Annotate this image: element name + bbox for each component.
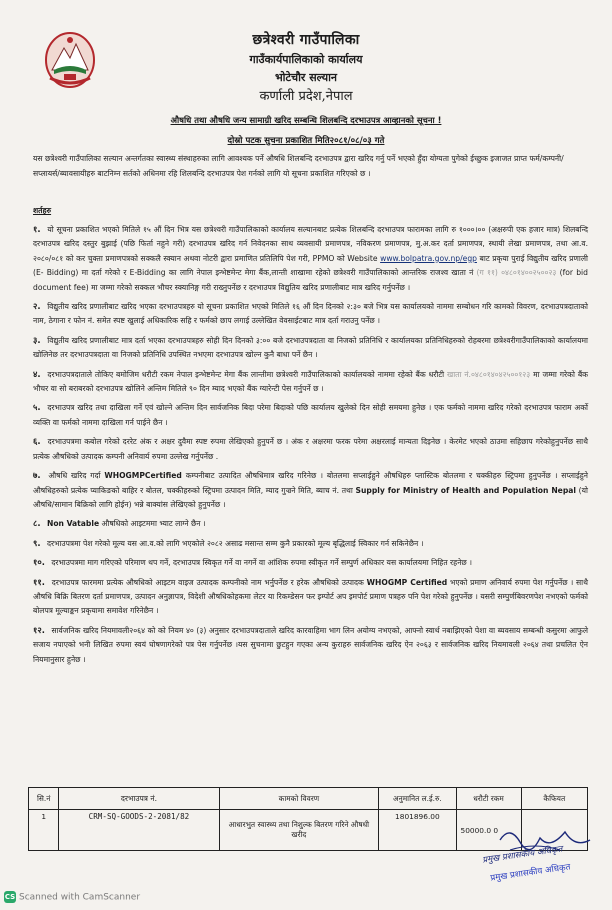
municipality-title: छत्रेश्वरी गाउँपालिका — [252, 32, 360, 48]
clause-text: औषधि खरिद गर्दा — [48, 471, 101, 481]
clause-text: भएको प्रमाण अनिवार्य रुपमा पेश गर्नुपर्नेछ । साथै औषधि बिक्रि बितरण दर्ता प्रमाणपत्र, उत्पादन अनुज्ञापत्र, विदेशी औषधिकोहकमा लेटर या रिकम्डेसन फर इम्पोर्ट अप इमपोर्ट प्रमाण पत्रहरु पनि पेश गरेको हुनुपर्नेछ । यसरी सम्पुर्णबिवरणपेश नभएको फर्मको बोलपत्र मूल्याङ्कन प्रकृयामा समावेश गरिनेछैन । — [33, 577, 588, 616]
office-name: गाउँकार्यपालिकाको कार्यालय — [249, 53, 363, 66]
province-name: कर्णाली प्रदेश,नेपाल — [259, 89, 353, 104]
column-header: अनुमानित ल.ई.रु. — [379, 788, 456, 810]
clause-text: दरभाउपत्रमा माग गरिएको परिमाण थप गर्ने, दरभाउपत्र स्विकृत गर्ने वा नगर्ने वा आंशिक रुपमा स्वीकृत गर्ने सम्पुर्ण अधिकार यस कार्यालयमा निहित रहनेछ । — [51, 558, 473, 568]
clause-number: ११. — [33, 576, 45, 587]
column-header: सि.नं — [29, 788, 59, 810]
clause-number: ५. — [33, 402, 41, 413]
clause-text: औषधिको आइटममा भ्याट लाग्ने छैन । — [101, 519, 206, 529]
clause-text: दरभाउपत्रदाताले तोकिए बमोजिम धरौटी रकम नेपाल इन्भेष्टमेन्ट मेगा बैंक लान्तीमा छत्रेश्वरी गाउँपालिकाको कार्यालयको नाममा रहेको बैंक धरौटी — [47, 369, 445, 379]
row-description: आधारभुत स्वास्थ्य तथा निशुल्क बितरण गरिने औषधी खरीद — [219, 810, 379, 851]
row-deposit: 50000.0 0 — [456, 810, 521, 851]
clause-number: ६. — [33, 436, 41, 447]
clause-text: मा जम्मा गरेको बैंक भौचर वा सो बराबरको दरभाउपत्र खोलिने अन्तिम मितिले ९० दिन म्याद भएको बैंक ग्यारेन्टी पेस गर्नुपर्ने छ । — [33, 369, 588, 394]
signature-stamp: प्रमुख प्रशासकीय अधिकृत — [489, 862, 572, 884]
table-header-row — [29, 788, 588, 810]
clause-number: १. — [33, 224, 41, 234]
clause-12 — [33, 623, 588, 667]
clause-2 — [33, 299, 588, 329]
camscanner-icon: CS — [4, 893, 16, 901]
deposit-account-number: खाता नं.०४८०१४०४२५००१२३ — [447, 369, 531, 379]
gmp-certified-text: WHOGMPCertified — [104, 471, 182, 481]
row-serial: 1 — [29, 810, 59, 851]
clause-text: (यो औषधि/सामान बिक्रिको लागि होईन) भन्ने बाक्यांस लेखिएको हुनुपर्नेछ । — [33, 485, 589, 509]
conditions-list — [33, 222, 588, 671]
row-estimate: 1801896.00 — [379, 810, 456, 851]
account-number: (ग ११) ०४८०१४००२५००२३ — [476, 268, 557, 278]
clause-1 — [33, 222, 588, 295]
clause-number: ८. — [33, 518, 41, 529]
clause-5 — [33, 400, 588, 430]
clause-number: ७. — [33, 470, 41, 481]
clause-4 — [33, 367, 588, 397]
clause-text: सार्वजनिक खरिद नियमावली२०६४ को को नियम ४० (३) अनुसार दरभाउपत्रदाताले खरिद कारवाहिमा भाग लिन अयोग्य नभएको, आफ्नो स्वार्थ नबाझिएको पेशा वा ब्यवसाय सम्बन्धी कसुरमा आफुले सजाय नपाएको भनी लिखित रुपमा स्वयं घोषणागरेको पत्र पेस गर्नुपर्नेछ ।यस सुचनामा छुटहुन गएका अन्य कुराहरु सार्वजनिक खरिद ऐन २०६३ र सार्वजनिक खरिद नियमावली २०६४ तथा प्रचलित ऐन नियमानुसार हुनेछ । — [33, 625, 588, 664]
clause-text: कम्पनीबाट उत्पादित औषधिमात्र खरिद गरिनेछ । बोतलमा सप्लाईहुने औषधिहरु प्लास्टिक बोतलमा र चक्कीहरु स्ट्रिपमा हुनुपर्नेछ । सप्लाईहुने औषधिहरुको प्रत्येक प्याकिङको बाहिर र बोतल, चक्कीहरुको स्ट्रिपमा उत्पादन मिति, म्याद गुज्रने मिति, ब्याच नं. तथा — [33, 471, 588, 495]
notice-date-text: दोस्रो पटक सुचना प्रकाशित मिति२०८१/०८/०३ गते — [227, 136, 385, 146]
column-header: धरौटी रकम — [456, 788, 521, 810]
bolpatra-link[interactable]: www.bolpatra.gov.np/egp — [380, 253, 477, 263]
clause-11 — [33, 575, 588, 619]
clause-text: विद्युतीय खरिद प्रणालीबाट मात्र दर्ता भएका दरभाउपत्रहरु सोही दिन दिनको ३:०० बजे दरभाउपत्रदाता वा निजको प्रतिनिधि र कार्यालयका प्रतिनिधिहरुको रोहबरमा छत्रेश्वरीगाउँपालिकाको कार्यालयमा खोलिनेछ तर दरभाउपत्रदाता वा निजको प्रतिनिधि उपस्थित नभएमा दरभाउपत्र खोल्न कुनै बाधा पर्ने छैन । — [33, 335, 588, 360]
scanner-text: Scanned with CamScanner — [19, 892, 141, 903]
intro-paragraph: यस छत्रेश्वरी गाउँपालिका सल्यान अन्तर्गतका स्वास्थ्य संस्थाहरुका लागि आवश्यक पर्ने औषधि शिलबन्दि दरभाउपत्र द्वारा खरिद गर्नु पर्ने भएको हुँदा योग्यता पुगेको ईच्छुक इजाजत प्राप्त फर्म/कम्पनी/सप्लायर्स/ब्यावसायीहरु बाटनिम्न सर्तको अधिनमा रहि शिलबन्दि दरभाउपत्र पेश गर्नको लागि यो सूचना प्रकाशित गरिएको छ । — [33, 154, 564, 178]
supply-label-text: Supply for Ministry of Health and Population Nepal — [355, 485, 576, 495]
notice-title: औषधि तथा औषधि जन्य सामाग्री खरिद सम्बन्धि शिलबन्दि दरभाउपत्र आव्हानको सूचना ! — [170, 115, 442, 125]
row-bid-number: CRM-SQ-GOODS-2-2081/82 — [59, 810, 219, 851]
gmp-certified-text: WHOGMP Certified — [366, 577, 448, 587]
clause-number: २. — [33, 301, 41, 312]
clause-6 — [33, 434, 588, 464]
clause-number: १०. — [33, 557, 45, 568]
clause-3 — [33, 333, 588, 363]
clause-10 — [33, 555, 588, 570]
clause-text: यो सूचना प्रकाशित भएको मितिले १५ औं दिन भित्र यस छत्रेश्वरी गाउँपालिकाको कार्यालय सल्यानबाट प्रत्येक शिलबन्दि दरभाउपत्र फारामका लागि रु १०००।०० (अक्षरुपी एक हजार मात्र) शिलबन्दि दरभाउपत्र खरिद दस्तुर बुझाई (पछि फिर्ता नहुने गरी) दरभाउपत्र खरिद गर्न निवेदनका साथ व्यवसायी प्रमाणपत्र, नविकरण प्रमाणपत्र, मु.अ.कर दर्ता प्रमाणपत्र, स्थायी लेखा प्रमाणपत्र, तथा आ.व. २०८०/०८१ को कर चुक्ता प्रमाणपत्रको सक्कलै स्क्यान अथवा नोटरी द्वारा प्रमाणित प्रतिलिपि पेश गरी, PPMO को Website — [33, 225, 588, 263]
clause-text: (for bid document fee) मा जम्मा गरेको सक्कल भौचर स्क्यानिङ्ग गरी राख्नुपर्नेछ र दरभाउपत्र विद्युतिय खरिद प्रणालीबाट मात्र खरिद गर्नुपर्नेछ । — [33, 268, 588, 292]
clause-text: दरभाउपत्रमा कबोल गरेको दररेट अंक र अक्षर दुवैमा स्पष्ट रुपमा लेखिएको हुनुपर्ने छ । अंक र अक्षरमा फरक परेमा अक्षरलाई मान्यता दिइनेछ । केरमेट भएको ठाउमा सहिछाप गरेकोहुनुपर्नेछ साथै प्रत्येक औषधिको उत्पादक कम्पनी अनिवार्य रुपमा उल्लेख गर्नुपर्नेछ . — [33, 437, 588, 461]
clause-8 — [33, 516, 588, 531]
signature-title: प्रमुख प्रशासकीय अधिकृत — [481, 844, 564, 866]
office-location: भोटेचौर सल्यान — [274, 71, 338, 84]
clause-text: दरभाउपत्रमा पेश गरेको मूल्य यस आ.व.को लागि भएकोले २०८२ असाढ मसान्त सम्म कुनै प्रकारको मूल्य बृद्धिलाई स्विकार गर्न सकिनेछैन । — [46, 538, 424, 548]
clause-number: ४. — [33, 368, 41, 379]
scanner-watermark — [4, 891, 140, 903]
clause-number: १२. — [33, 624, 45, 635]
column-header: कैफियत — [521, 788, 587, 810]
notice-date — [0, 134, 612, 146]
non-vatable-text: Non Vatable — [46, 519, 100, 529]
column-header: कामको विवरण — [219, 788, 379, 810]
clause-text: बाट प्रकृया पुराई विद्युतीय खरिद प्रणाली (E- Bidding) मा दर्ता गरेको र E-Bidding का लागि नेपाल इन्भेष्टमेन्ट मेगा बैंक,लान्ती शाखामा रहेको छत्रेश्वरी गाउँपालिकाको आन्तरिक राजश्व खाता नं — [33, 253, 588, 278]
clause-7 — [33, 468, 588, 512]
column-header: दरभाउपत्र नं. — [59, 788, 219, 810]
clause-number: ९. — [33, 537, 41, 548]
clause-text: दरभाउपत्र खरिद तथा दाखिला गर्ने एवं खोल्ने अन्तिम दिन सार्वजनिक बिदा परेमा बिदाको पछि कार्यालय खुलेको दिन सोही समयमा हुनेछ । एक फर्मको नाममा खरिद गरेको दरभाउपत्र फाराम अर्को व्यक्ति वा फर्मको नाममा दाखिला गर्न पाईने छैन । — [33, 403, 589, 427]
clause-text: विद्युतीय खरिद प्रणालीबाट खरिद भएका दरभाउपत्रहरु यो सूचना प्रकाशित भएको मितिले १६ औं दिन दिनको २:३० बजे भित्र यस कार्यालयको नाममा सम्बोधन गरि कामको विवरण, दरभाउपत्रदाताको नाम, ठेगाना र फोन नं. समेत स्पष्ट खुलाई अधिकारिक सहि र फर्मको छाप लगाई उल्लेखित वेवसाईटबाट मात्र दर्ता गराउनु पर्नेछ । — [33, 302, 588, 326]
clause-text: दरभाउपत्र फारममा प्रत्येक औषधिको आइटम वाइज उत्पादक कम्पनीको नाम भर्नुपर्नेछ र हरेक औषधिको उत्पादक — [51, 577, 364, 587]
conditions-heading: शर्तहरु — [33, 206, 52, 215]
clause-number: ३. — [33, 334, 41, 345]
clause-9 — [33, 536, 588, 551]
